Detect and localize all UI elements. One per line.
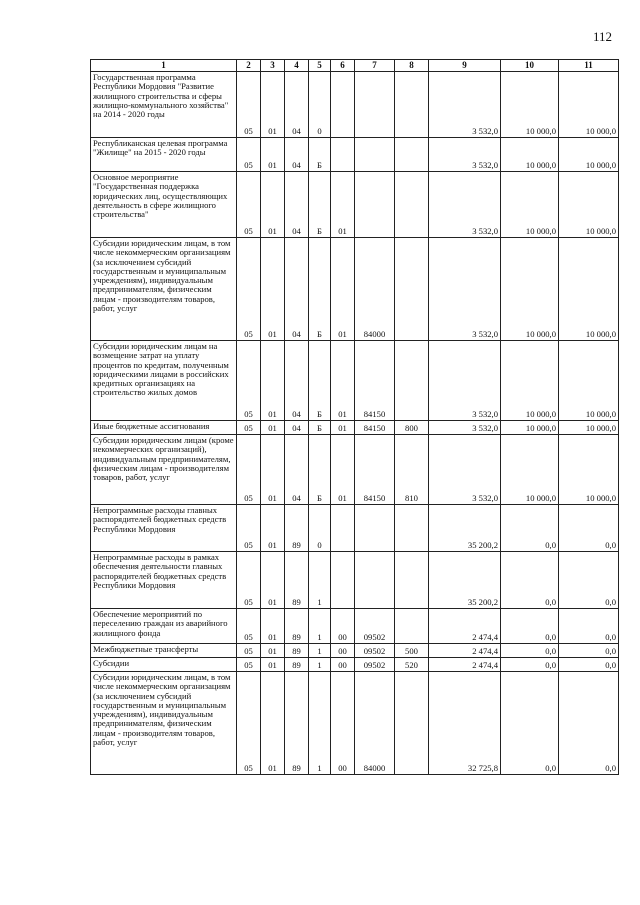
section-code: 05 bbox=[237, 552, 261, 609]
subsection-code: 01 bbox=[261, 138, 285, 172]
section-code: 05 bbox=[237, 658, 261, 672]
amount-2017: 10 000,0 bbox=[559, 421, 619, 435]
amount-2016: 0,0 bbox=[501, 552, 559, 609]
expense-name: Основное мероприятие "Государственная поддержка юридических лиц, осуществляющих деятельность в сфере жилищного строительства" bbox=[91, 172, 237, 238]
subprogram-code: 1 bbox=[309, 552, 331, 609]
direction-code: 09502 bbox=[355, 609, 395, 644]
direction-code: 84150 bbox=[355, 421, 395, 435]
amount-2017: 10 000,0 bbox=[559, 72, 619, 138]
program-code: 04 bbox=[285, 172, 309, 238]
program-code: 89 bbox=[285, 552, 309, 609]
amount-2016: 10 000,0 bbox=[501, 138, 559, 172]
program-code: 89 bbox=[285, 658, 309, 672]
program-code: 89 bbox=[285, 505, 309, 552]
event-code: 01 bbox=[331, 435, 355, 505]
section-code: 05 bbox=[237, 644, 261, 658]
section-code: 05 bbox=[237, 421, 261, 435]
table-row bbox=[91, 505, 619, 552]
amount-2015: 3 532,0 bbox=[429, 341, 501, 421]
expense-type-code bbox=[395, 672, 429, 775]
subprogram-code: Б bbox=[309, 421, 331, 435]
event-code: 01 bbox=[331, 238, 355, 341]
event-code: 00 bbox=[331, 644, 355, 658]
event-code: 00 bbox=[331, 609, 355, 644]
expense-type-code: 520 bbox=[395, 658, 429, 672]
subsection-code: 01 bbox=[261, 505, 285, 552]
expense-type-code bbox=[395, 172, 429, 238]
subprogram-code: 0 bbox=[309, 72, 331, 138]
amount-2016: 10 000,0 bbox=[501, 72, 559, 138]
amount-2015: 35 200,2 bbox=[429, 505, 501, 552]
table-row bbox=[91, 341, 619, 421]
section-code: 05 bbox=[237, 341, 261, 421]
amount-2016: 10 000,0 bbox=[501, 421, 559, 435]
section-code: 05 bbox=[237, 172, 261, 238]
header-cell: 10 bbox=[501, 60, 559, 72]
table-row bbox=[91, 644, 619, 658]
expense-name: Субсидии юридическим лицам (кроме некоммерческих организаций), индивидуальным предпринимателям, физическим лицам - производителям товаров, работ, услуг bbox=[91, 435, 237, 505]
program-code: 04 bbox=[285, 72, 309, 138]
program-code: 89 bbox=[285, 672, 309, 775]
subsection-code: 01 bbox=[261, 552, 285, 609]
expense-name: Республиканская целевая программа "Жилище" на 2015 - 2020 годы bbox=[91, 138, 237, 172]
subprogram-code: Б bbox=[309, 435, 331, 505]
expense-name: Непрограммные расходы в рамках обеспечения деятельности главных распорядителей бюджетных средств Республики Мордовия bbox=[91, 552, 237, 609]
amount-2017: 10 000,0 bbox=[559, 238, 619, 341]
subprogram-code: 1 bbox=[309, 609, 331, 644]
program-code: 04 bbox=[285, 435, 309, 505]
amount-2017: 10 000,0 bbox=[559, 172, 619, 238]
program-code: 04 bbox=[285, 138, 309, 172]
header-cell: 5 bbox=[309, 60, 331, 72]
event-code: 00 bbox=[331, 672, 355, 775]
amount-2015: 32 725,8 bbox=[429, 672, 501, 775]
amount-2017: 0,0 bbox=[559, 658, 619, 672]
expense-type-code bbox=[395, 138, 429, 172]
section-code: 05 bbox=[237, 672, 261, 775]
amount-2015: 2 474,4 bbox=[429, 658, 501, 672]
expense-type-code: 810 bbox=[395, 435, 429, 505]
amount-2016: 10 000,0 bbox=[501, 238, 559, 341]
direction-code: 84000 bbox=[355, 238, 395, 341]
direction-code bbox=[355, 138, 395, 172]
table-row bbox=[91, 658, 619, 672]
subsection-code: 01 bbox=[261, 609, 285, 644]
page-number: 112 bbox=[592, 29, 612, 44]
expense-name: Субсидии юридическим лицам, в том числе некоммерческим организациям (за исключением субсидий государственным и муниципальным учреждениям), индивидуальным предпринимателям, физическим лицам - производителям товаров, работ, услуг bbox=[91, 238, 237, 341]
expense-type-code bbox=[395, 238, 429, 341]
table-row bbox=[91, 552, 619, 609]
amount-2015: 3 532,0 bbox=[429, 138, 501, 172]
amount-2016: 0,0 bbox=[501, 658, 559, 672]
direction-code: 09502 bbox=[355, 658, 395, 672]
expense-type-code bbox=[395, 505, 429, 552]
amount-2017: 0,0 bbox=[559, 672, 619, 775]
subsection-code: 01 bbox=[261, 341, 285, 421]
amount-2017: 0,0 bbox=[559, 505, 619, 552]
subsection-code: 01 bbox=[261, 172, 285, 238]
header-cell: 7 bbox=[355, 60, 395, 72]
header-cell: 6 bbox=[331, 60, 355, 72]
table-row bbox=[91, 609, 619, 644]
expense-type-code: 800 bbox=[395, 421, 429, 435]
table-row bbox=[91, 72, 619, 138]
direction-code bbox=[355, 552, 395, 609]
table-row bbox=[91, 172, 619, 238]
program-code: 89 bbox=[285, 609, 309, 644]
amount-2016: 10 000,0 bbox=[501, 341, 559, 421]
subsection-code: 01 bbox=[261, 72, 285, 138]
amount-2017: 0,0 bbox=[559, 644, 619, 658]
event-code bbox=[331, 138, 355, 172]
section-code: 05 bbox=[237, 609, 261, 644]
event-code: 01 bbox=[331, 421, 355, 435]
subsection-code: 01 bbox=[261, 435, 285, 505]
direction-code: 84150 bbox=[355, 341, 395, 421]
amount-2015: 3 532,0 bbox=[429, 172, 501, 238]
program-code: 04 bbox=[285, 341, 309, 421]
header-cell: 2 bbox=[237, 60, 261, 72]
event-code: 01 bbox=[331, 172, 355, 238]
subprogram-code: 1 bbox=[309, 672, 331, 775]
table-row bbox=[91, 672, 619, 775]
subsection-code: 01 bbox=[261, 658, 285, 672]
subsection-code: 01 bbox=[261, 672, 285, 775]
section-code: 05 bbox=[237, 238, 261, 341]
subsection-code: 01 bbox=[261, 238, 285, 341]
expense-name: Обеспечение мероприятий по переселению граждан из аварийного жилищного фонда bbox=[91, 609, 237, 644]
section-code: 05 bbox=[237, 505, 261, 552]
event-code bbox=[331, 72, 355, 138]
amount-2017: 10 000,0 bbox=[559, 435, 619, 505]
expense-name: Субсидии юридическим лицам на возмещение затрат на уплату процентов по кредитам, полученным юридическими лицами в российских кредитных организациях на строительство жилых домов bbox=[91, 341, 237, 421]
header-cell: 1 bbox=[91, 60, 237, 72]
header-cell: 9 bbox=[429, 60, 501, 72]
header-cell: 4 bbox=[285, 60, 309, 72]
subsection-code: 01 bbox=[261, 421, 285, 435]
expense-name: Субсидии bbox=[91, 658, 237, 672]
direction-code: 09502 bbox=[355, 644, 395, 658]
event-code bbox=[331, 505, 355, 552]
amount-2015: 2 474,4 bbox=[429, 609, 501, 644]
budget-table bbox=[90, 59, 619, 775]
subprogram-code: Б bbox=[309, 172, 331, 238]
amount-2015: 35 200,2 bbox=[429, 552, 501, 609]
amount-2016: 0,0 bbox=[501, 505, 559, 552]
subsection-code: 01 bbox=[261, 644, 285, 658]
amount-2015: 3 532,0 bbox=[429, 238, 501, 341]
direction-code: 84150 bbox=[355, 435, 395, 505]
event-code: 00 bbox=[331, 658, 355, 672]
table-row bbox=[91, 238, 619, 341]
direction-code bbox=[355, 172, 395, 238]
table-row bbox=[91, 138, 619, 172]
subprogram-code: Б bbox=[309, 341, 331, 421]
amount-2016: 0,0 bbox=[501, 609, 559, 644]
amount-2017: 0,0 bbox=[559, 609, 619, 644]
subprogram-code: Б bbox=[309, 138, 331, 172]
amount-2016: 0,0 bbox=[501, 644, 559, 658]
expense-type-code bbox=[395, 552, 429, 609]
expense-type-code: 500 bbox=[395, 644, 429, 658]
amount-2017: 10 000,0 bbox=[559, 138, 619, 172]
amount-2015: 3 532,0 bbox=[429, 435, 501, 505]
direction-code: 84000 bbox=[355, 672, 395, 775]
expense-type-code bbox=[395, 72, 429, 138]
header-cell: 11 bbox=[559, 60, 619, 72]
expense-name: Государственная программа Республики Мордовия "Развитие жилищного строительства и сферы жилищно-коммунального хозяйства" на 2014 - 2020 годы bbox=[91, 72, 237, 138]
amount-2016: 0,0 bbox=[501, 672, 559, 775]
table-row bbox=[91, 421, 619, 435]
amount-2016: 10 000,0 bbox=[501, 435, 559, 505]
table-row bbox=[91, 435, 619, 505]
amount-2015: 3 532,0 bbox=[429, 72, 501, 138]
direction-code bbox=[355, 505, 395, 552]
expense-name: Иные бюджетные ассигнования bbox=[91, 421, 237, 435]
event-code: 01 bbox=[331, 341, 355, 421]
header-cell: 3 bbox=[261, 60, 285, 72]
expense-type-code bbox=[395, 609, 429, 644]
subprogram-code: Б bbox=[309, 238, 331, 341]
program-code: 04 bbox=[285, 421, 309, 435]
section-code: 05 bbox=[237, 435, 261, 505]
header-cell: 8 bbox=[395, 60, 429, 72]
section-code: 05 bbox=[237, 138, 261, 172]
subprogram-code: 0 bbox=[309, 505, 331, 552]
event-code bbox=[331, 552, 355, 609]
program-code: 04 bbox=[285, 238, 309, 341]
subprogram-code: 1 bbox=[309, 658, 331, 672]
direction-code bbox=[355, 72, 395, 138]
program-code: 89 bbox=[285, 644, 309, 658]
expense-name: Непрограммные расходы главных распорядителей бюджетных средств Республики Мордовия bbox=[91, 505, 237, 552]
amount-2017: 10 000,0 bbox=[559, 341, 619, 421]
amount-2017: 0,0 bbox=[559, 552, 619, 609]
table-header-row bbox=[91, 60, 619, 72]
expense-name: Субсидии юридическим лицам, в том числе некоммерческим организациям (за исключением субсидий государственным и муниципальным учреждениям), индивидуальным предпринимателям, физическим лицам - производителям товаров, работ, услуг bbox=[91, 672, 237, 775]
amount-2016: 10 000,0 bbox=[501, 172, 559, 238]
amount-2015: 3 532,0 bbox=[429, 421, 501, 435]
amount-2015: 2 474,4 bbox=[429, 644, 501, 658]
expense-name: Межбюджетные трансферты bbox=[91, 644, 237, 658]
expense-type-code bbox=[395, 341, 429, 421]
subprogram-code: 1 bbox=[309, 644, 331, 658]
section-code: 05 bbox=[237, 72, 261, 138]
